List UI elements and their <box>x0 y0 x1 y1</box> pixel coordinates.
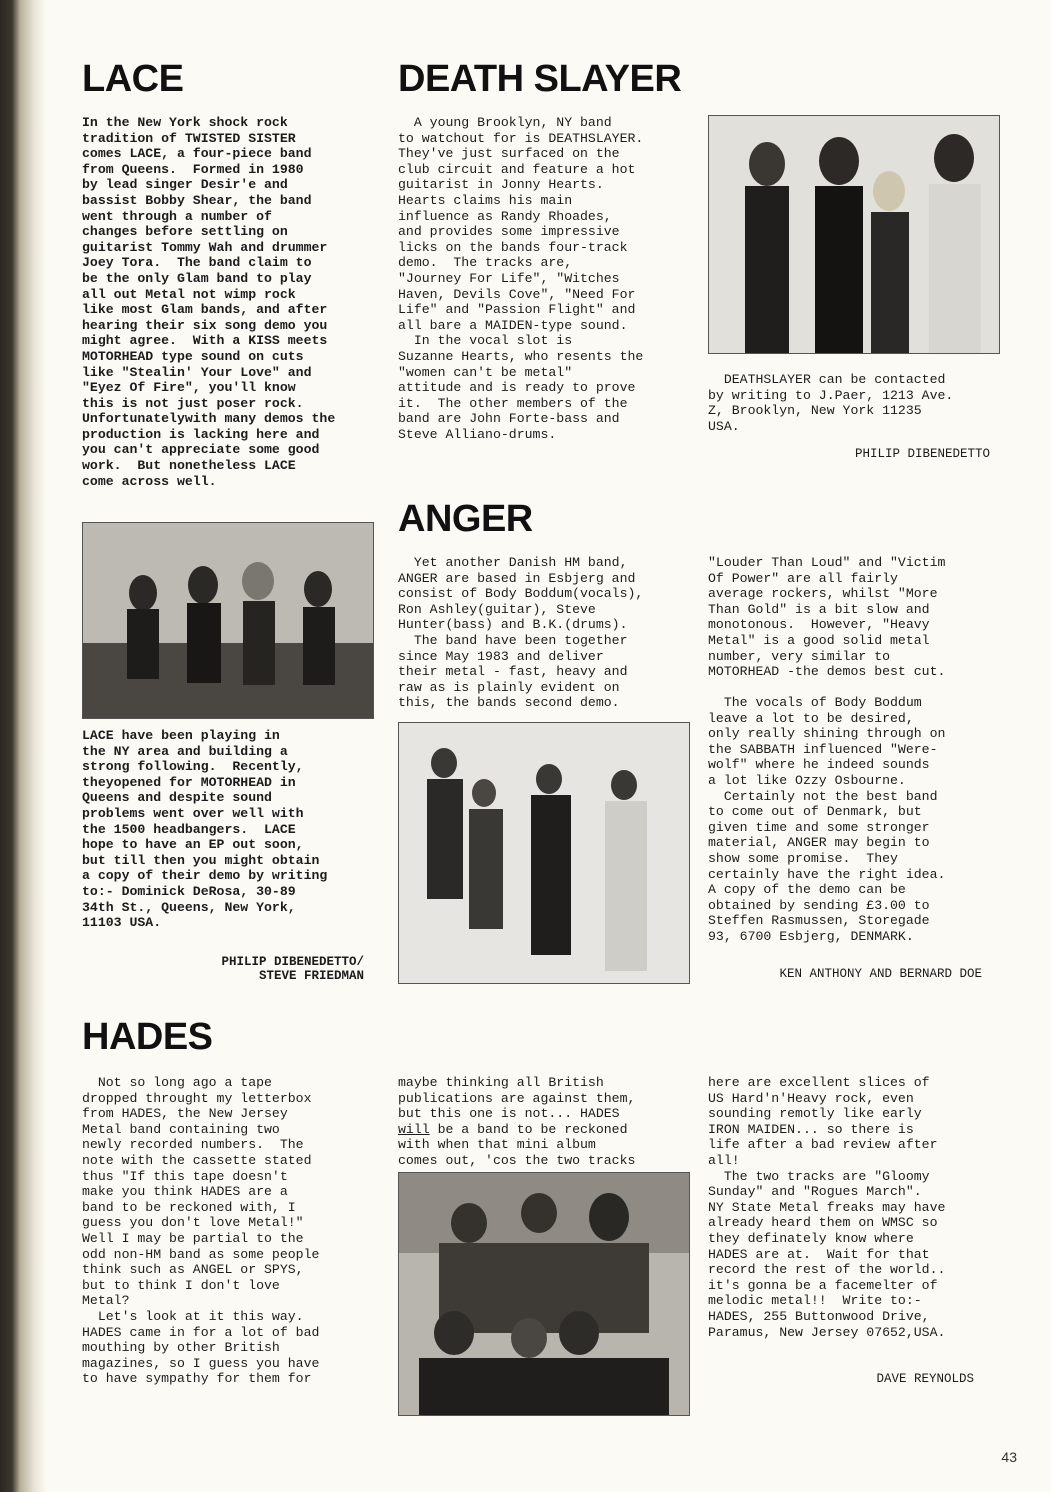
lace-heading: LACE <box>82 58 184 100</box>
magazine-spine-shadow <box>0 0 46 1492</box>
hades-heading: HADES <box>82 1016 213 1058</box>
anger-band-photo <box>398 722 690 984</box>
hades-col2-will-underlined: will <box>398 1121 430 1137</box>
hades-article-col3: here are excellent slices of US Hard'n'Heavy rock, even sounding remotly like early IRON MAIDEN... so there is life after a bad review after all! The two tracks are "Gloomy Sunday" and "Rogues March". NY State Metal freaks may have already heard them on WMSC so they definately know where HADES are at. Wait for that record the rest of the world.. it's gonna be a facemelter of melodic metal!! Write to:- HADES, 255 Buttonwood Drive, Paramus, New Jersey 07652,USA. <box>708 1075 946 1340</box>
lace-article-body: In the New York shock rock tradition of TWISTED SISTER comes LACE, a four-piece band from Queens. Formed in 1980 by lead singer Desir'e and bassist Bobby Shear, the band went through a number of changes before settling on guitarist Tommy Wah and drummer Joey Tora. The band claim to be the only Glam band to play all out Metal not wimp rock like most Glam bands, and after hearing their six song demo you might agree. With a KISS meets MOTORHEAD type sound on cuts like "Stealin' Your Love" and "Eyez Of Fire", you'll know this is not just poser rock. Unfortunatelywith many demos the production is lacking here and you can't appreciate some good work. But nonetheless LACE come across well. <box>82 115 336 489</box>
anger-article-body: Yet another Danish HM band, ANGER are based in Esbjerg and consist of Body Boddum(vocals), Ron Ashley(guitar), Steve Hunter(bass) and B.K.(drums). The band have been together since May 1983 and deliver their metal - fast, heavy and raw as is plainly evident on this, the bands second demo. <box>398 555 644 711</box>
lace-credit: PHILIP DIBENEDETTO/ STEVE FRIEDMAN <box>221 955 364 983</box>
hades-col2-text-b: be a band to be reckoned with when that mini album comes out, 'cos the two tracks <box>398 1121 636 1168</box>
anger-article-body-col2: "Louder Than Loud" and "Victim Of Power" are all fairly average rockers, whilst "More Than Gold" is a bit slow and monotonous. However, "Heavy Metal" is a good solid metal number, very similar to MOTORHEAD -the demos best cut. <box>708 555 946 680</box>
anger-heading: ANGER <box>398 498 533 540</box>
deathslayer-contact: DEATHSLAYER can be contacted by writing to J.Paer, 1213 Ave. Z, Brooklyn, New York 11235 USA. <box>708 372 954 434</box>
page-number: 43 <box>1001 1449 1017 1465</box>
hades-col2-text-a: maybe thinking all British publications are against them, but this one is not... HADES <box>398 1075 636 1122</box>
deathslayer-heading: DEATH SLAYER <box>398 58 682 100</box>
deathslayer-article-body: A young Brooklyn, NY band to watchout for is DEATHSLAYER. They've just surfaced on the club circuit and feature a hot guitarist in Jonny Hearts. Hearts claims his main influence as Randy Rhoades, and provides some impressive licks on the bands four-track demo. The tracks are, "Journey For Life", "Witches Haven, Devils Cove", "Need For Life" and "Passion Flight" and all bare a MAIDEN-type sound. In the vocal slot is Suzanne Hearts, who resents the "women can't be metal" attitude and is ready to prove it. The other members of the band are John Forte-bass and Steve Alliano-drums. <box>398 115 644 442</box>
deathslayer-band-photo <box>708 115 1000 354</box>
deathslayer-credit: PHILIP DIBENEDETTO <box>854 447 990 461</box>
hades-band-photo <box>398 1172 690 1416</box>
hades-article-col2 <box>398 1075 635 1169</box>
anger-article-body-col3: The vocals of Body Boddum leave a lot to be desired, only really shining through on the SABBATH influenced "Were- wolf" where he indeed sounds a lot like Ozzy Osbourne. Certainly not the best band to come out of Denmark, but given time and some stronger material, ANGER may begin to show some promise. They certainly have the right idea. A copy of the demo can be obtained by sending £3.00 to Steffen Rasmussen, Storegade 93, 6700 Esbjerg, DENMARK. <box>708 695 946 944</box>
lace-article-body-continued: LACE have been playing in the NY area and building a strong following. Recently, theyopened for MOTORHEAD in Queens and despite sound problems went over well with the 1500 headbangers. LACE hope to have an EP out soon, but till then you might obtain a copy of their demo by writing to:- Dominick DeRosa, 30-89 34th St., Queens, New York, 11103 USA. <box>82 728 328 931</box>
hades-credit: DAVE REYNOLDS <box>876 1372 974 1386</box>
lace-band-photo <box>82 522 374 719</box>
anger-credit: KEN ANTHONY AND BERNARD DOE <box>779 967 982 981</box>
hades-article-col1: Not so long ago a tape dropped throught my letterbox from HADES, the New Jersey Metal band containing two newly recorded numbers. The note with the cassette stated thus "If this tape doesn't make you think HADES are a band to be reckoned with, I guess you don't love Metal!" Well I may be partial to the odd non-HM band as some people think such as ANGEL or SPYS, but to think I don't love Metal? Let's look at it this way. HADES came in for a lot of bad mouthing by other British magazines, so I guess you have to have sympathy for them for <box>82 1075 320 1387</box>
